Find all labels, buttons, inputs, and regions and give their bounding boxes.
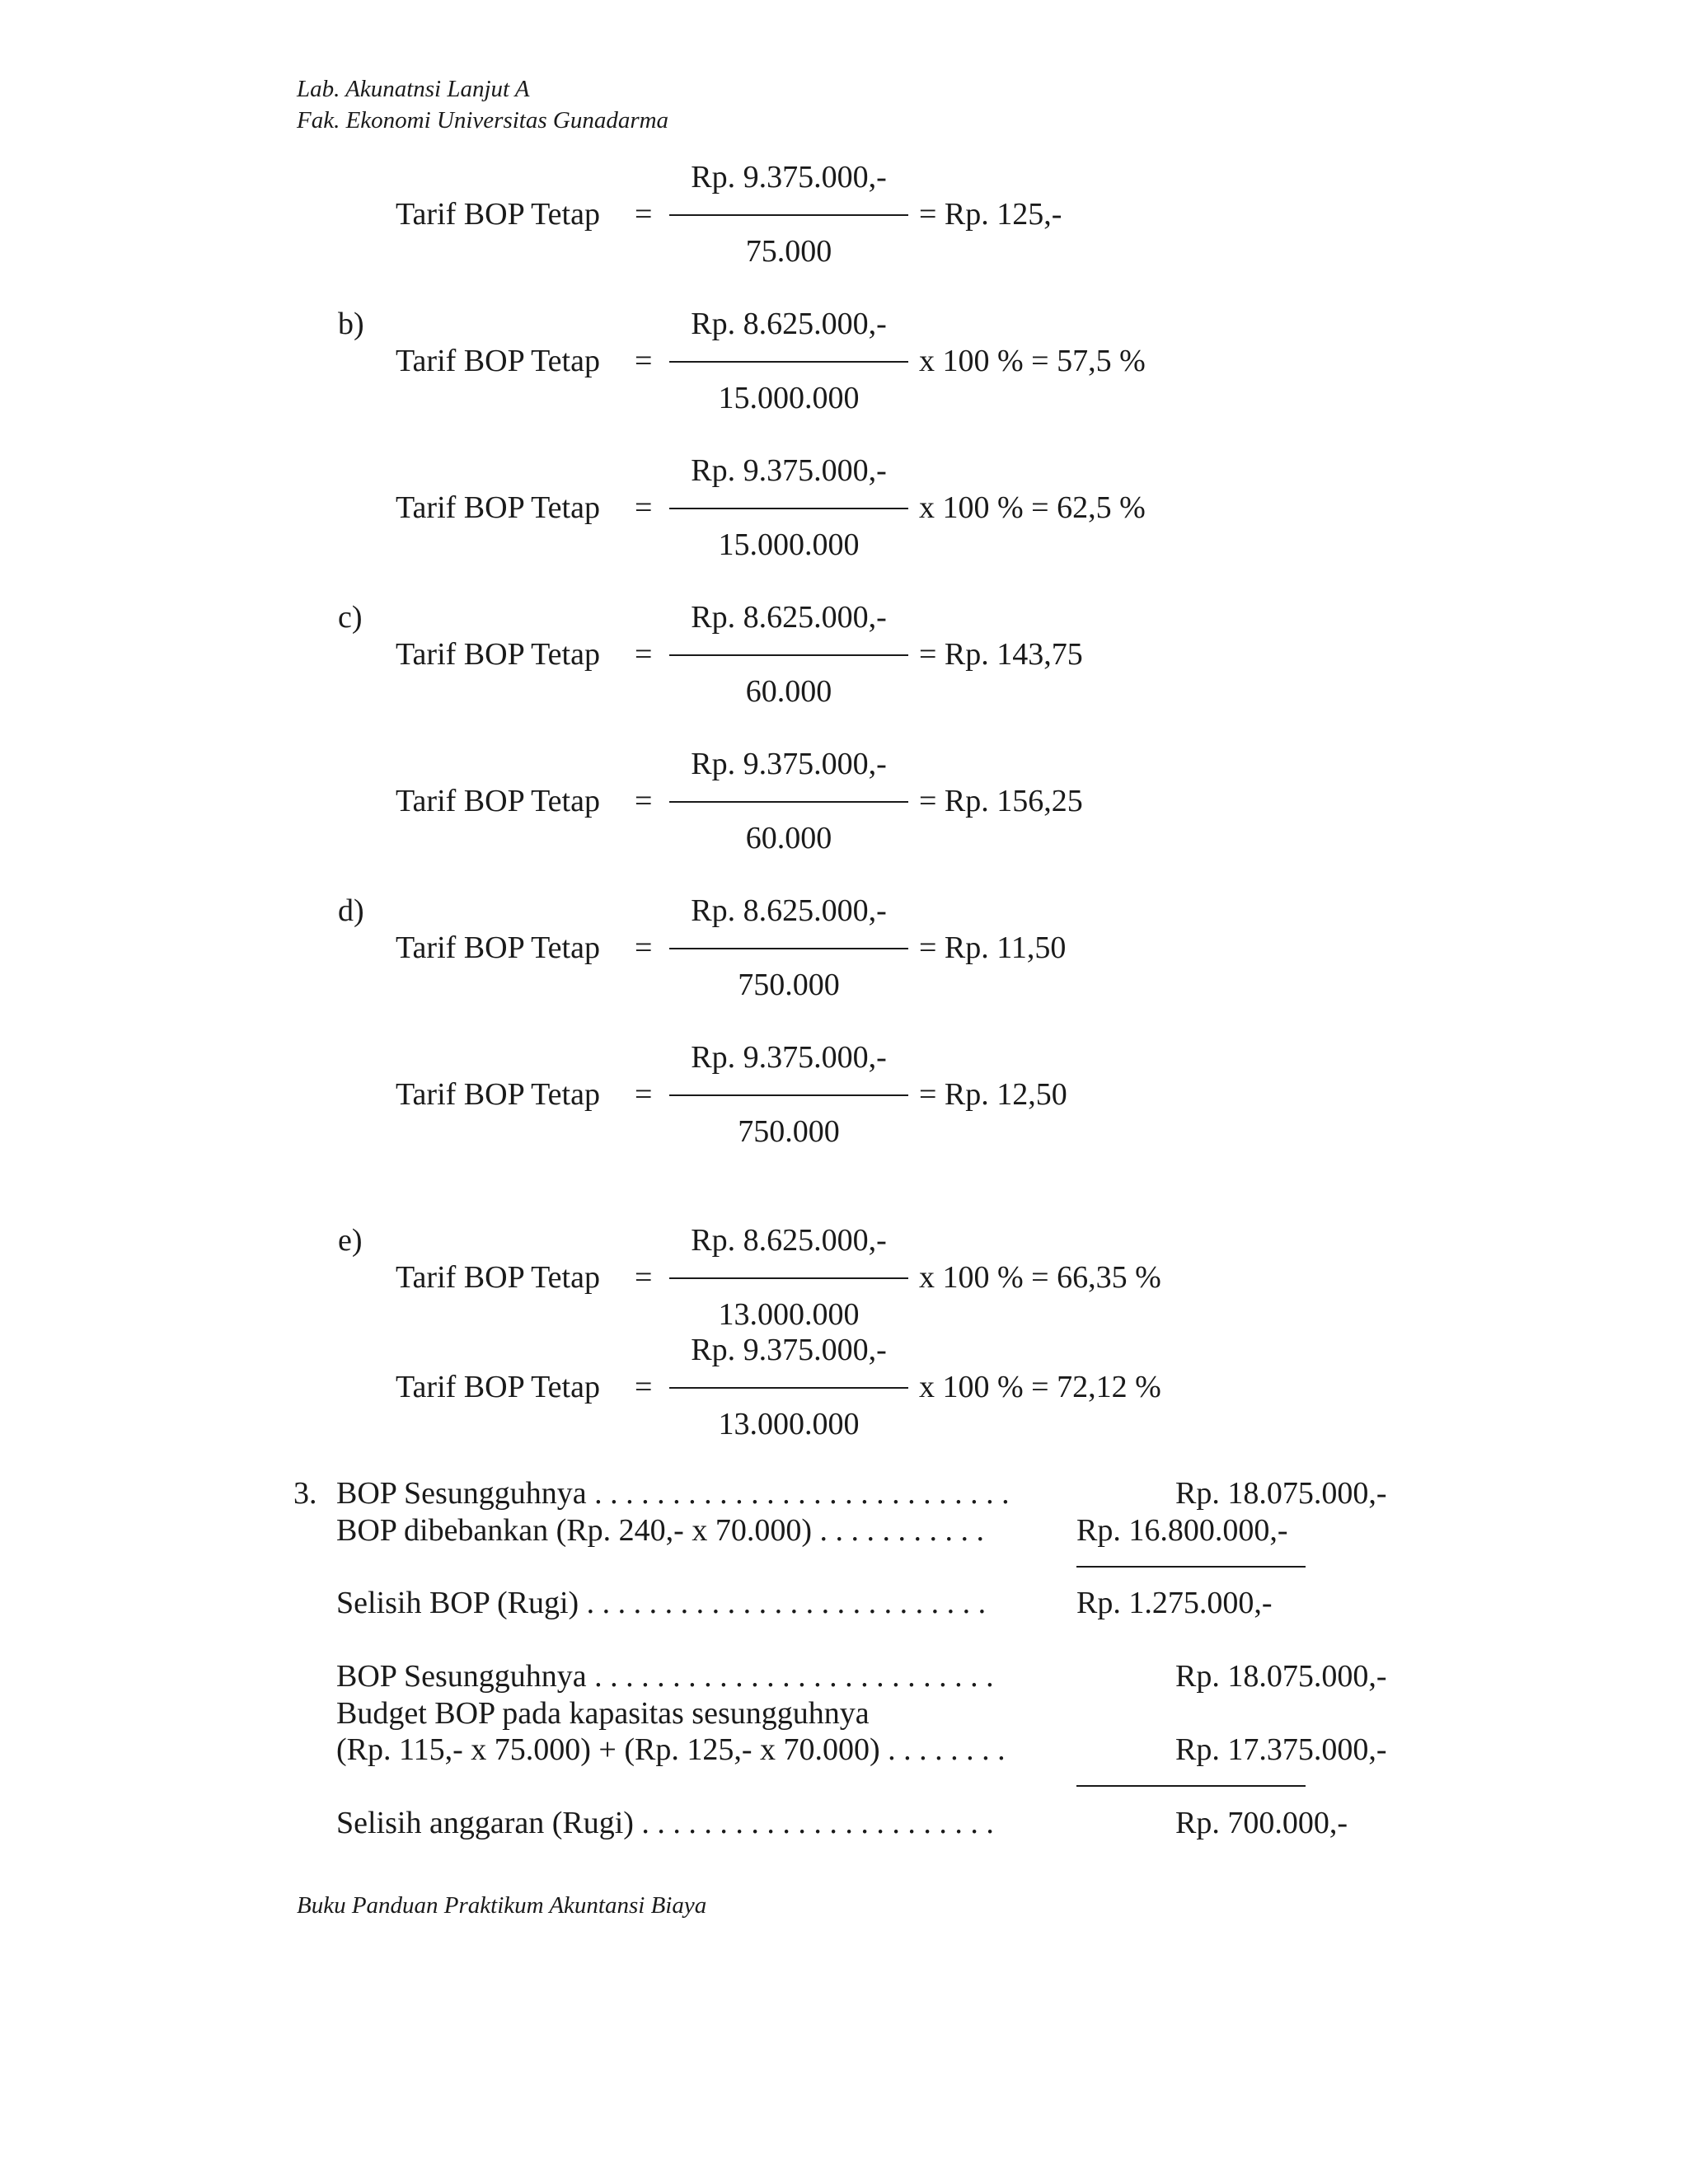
fraction-bar: [669, 1094, 908, 1096]
ledger-row-amount: Rp. 18.075.000,-: [1175, 1659, 1387, 1694]
header-line-2: Fak. Ekonomi Universitas Gunadarma: [297, 107, 669, 134]
formula-numerator: Rp. 8.625.000,-: [691, 1223, 887, 1258]
fraction-bar: [669, 214, 908, 216]
formula-label: b): [338, 307, 364, 341]
formula-equals: =: [635, 1370, 653, 1404]
formula-result: x 100 % = 62,5 %: [919, 490, 1146, 525]
ledger-row-label: BOP Sesungguhnya . . . . . . . . . . . . . . . . . . . . . . . . . . .: [336, 1476, 1010, 1511]
ledger-row-label: BOP Sesungguhnya . . . . . . . . . . . . . . . . . . . . . . . . . .: [336, 1659, 994, 1694]
formula-denominator: 15.000.000: [718, 527, 860, 562]
subtotal-rule: [1076, 1566, 1306, 1568]
formula-numerator: Rp. 8.625.000,-: [691, 600, 887, 635]
ledger-row-amount: Rp. 700.000,-: [1175, 1806, 1348, 1840]
formula-numerator: Rp. 9.375.000,-: [691, 747, 887, 781]
formula-result: = Rp. 143,75: [919, 637, 1083, 672]
formula-equals: =: [635, 1260, 653, 1295]
formula-numerator: Rp. 9.375.000,-: [691, 1333, 887, 1367]
formula-denominator: 750.000: [738, 968, 840, 1002]
formula-equals: =: [635, 490, 653, 525]
formula-result: = Rp. 12,50: [919, 1077, 1067, 1112]
formula-equals: =: [635, 930, 653, 965]
fraction-bar: [669, 654, 908, 656]
formula-equals: =: [635, 784, 653, 818]
ledger-row-label: Budget BOP pada kapasitas sesungguhnya: [336, 1696, 870, 1731]
formula-result: x 100 % = 57,5 %: [919, 344, 1146, 378]
formula-result: x 100 % = 72,12 %: [919, 1370, 1161, 1404]
formula-lhs: Tarif BOP Tetap: [396, 1370, 600, 1404]
ledger-row-amount: Rp. 16.800.000,-: [1076, 1513, 1288, 1548]
formula-result: x 100 % = 66,35 %: [919, 1260, 1161, 1295]
formula-denominator: 15.000.000: [718, 381, 860, 415]
formula-lhs: Tarif BOP Tetap: [396, 197, 600, 232]
formula-lhs: Tarif BOP Tetap: [396, 637, 600, 672]
formula-lhs: Tarif BOP Tetap: [396, 784, 600, 818]
footer-text: Buku Panduan Praktikum Akuntansi Biaya: [297, 1892, 707, 1919]
ledger-row-label: BOP dibebankan (Rp. 240,- x 70.000) . . . . . . . . . . .: [336, 1513, 984, 1548]
formula-denominator: 750.000: [738, 1114, 840, 1149]
formula-numerator: Rp. 9.375.000,-: [691, 453, 887, 488]
formula-lhs: Tarif BOP Tetap: [396, 1077, 600, 1112]
fraction-bar: [669, 801, 908, 803]
formula-lhs: Tarif BOP Tetap: [396, 930, 600, 965]
formula-equals: =: [635, 344, 653, 378]
formula-numerator: Rp. 8.625.000,-: [691, 893, 887, 928]
formula-lhs: Tarif BOP Tetap: [396, 344, 600, 378]
fraction-bar: [669, 1277, 908, 1279]
formula-denominator: 60.000: [745, 674, 832, 709]
formula-equals: =: [635, 1077, 653, 1112]
formula-denominator: 75.000: [745, 234, 832, 269]
formula-label: e): [338, 1223, 363, 1258]
formula-denominator: 13.000.000: [718, 1407, 860, 1441]
fraction-bar: [669, 508, 908, 509]
ledger-row-amount: Rp. 18.075.000,-: [1175, 1476, 1387, 1511]
formula-label: d): [338, 893, 364, 928]
fraction-bar: [669, 361, 908, 363]
formula-lhs: Tarif BOP Tetap: [396, 1260, 600, 1295]
subtotal-rule: [1076, 1785, 1306, 1787]
fraction-bar: [669, 1387, 908, 1389]
formula-result: = Rp. 125,-: [919, 197, 1062, 232]
section-number: 3.: [293, 1476, 317, 1511]
formula-equals: =: [635, 197, 653, 232]
formula-lhs: Tarif BOP Tetap: [396, 490, 600, 525]
formula-label: c): [338, 600, 363, 635]
formula-result: = Rp. 156,25: [919, 784, 1083, 818]
formula-numerator: Rp. 9.375.000,-: [691, 1040, 887, 1075]
ledger-row-amount: Rp. 1.275.000,-: [1076, 1586, 1273, 1620]
formula-equals: =: [635, 637, 653, 672]
formula-result: = Rp. 11,50: [919, 930, 1067, 965]
formula-denominator: 13.000.000: [718, 1297, 860, 1332]
formula-numerator: Rp. 8.625.000,-: [691, 307, 887, 341]
ledger-row-label: Selisih BOP (Rugi) . . . . . . . . . . . . . . . . . . . . . . . . . .: [336, 1586, 987, 1620]
ledger-row-amount: Rp. 17.375.000,-: [1175, 1732, 1387, 1767]
formula-numerator: Rp. 9.375.000,-: [691, 160, 887, 194]
formula-denominator: 60.000: [745, 821, 832, 855]
ledger-row-label: (Rp. 115,- x 75.000) + (Rp. 125,- x 70.000) . . . . . . . .: [336, 1732, 1006, 1767]
header-line-1: Lab. Akunatnsi Lanjut A: [297, 76, 530, 102]
ledger-row-label: Selisih anggaran (Rugi) . . . . . . . . . . . . . . . . . . . . . . .: [336, 1806, 994, 1840]
fraction-bar: [669, 948, 908, 949]
